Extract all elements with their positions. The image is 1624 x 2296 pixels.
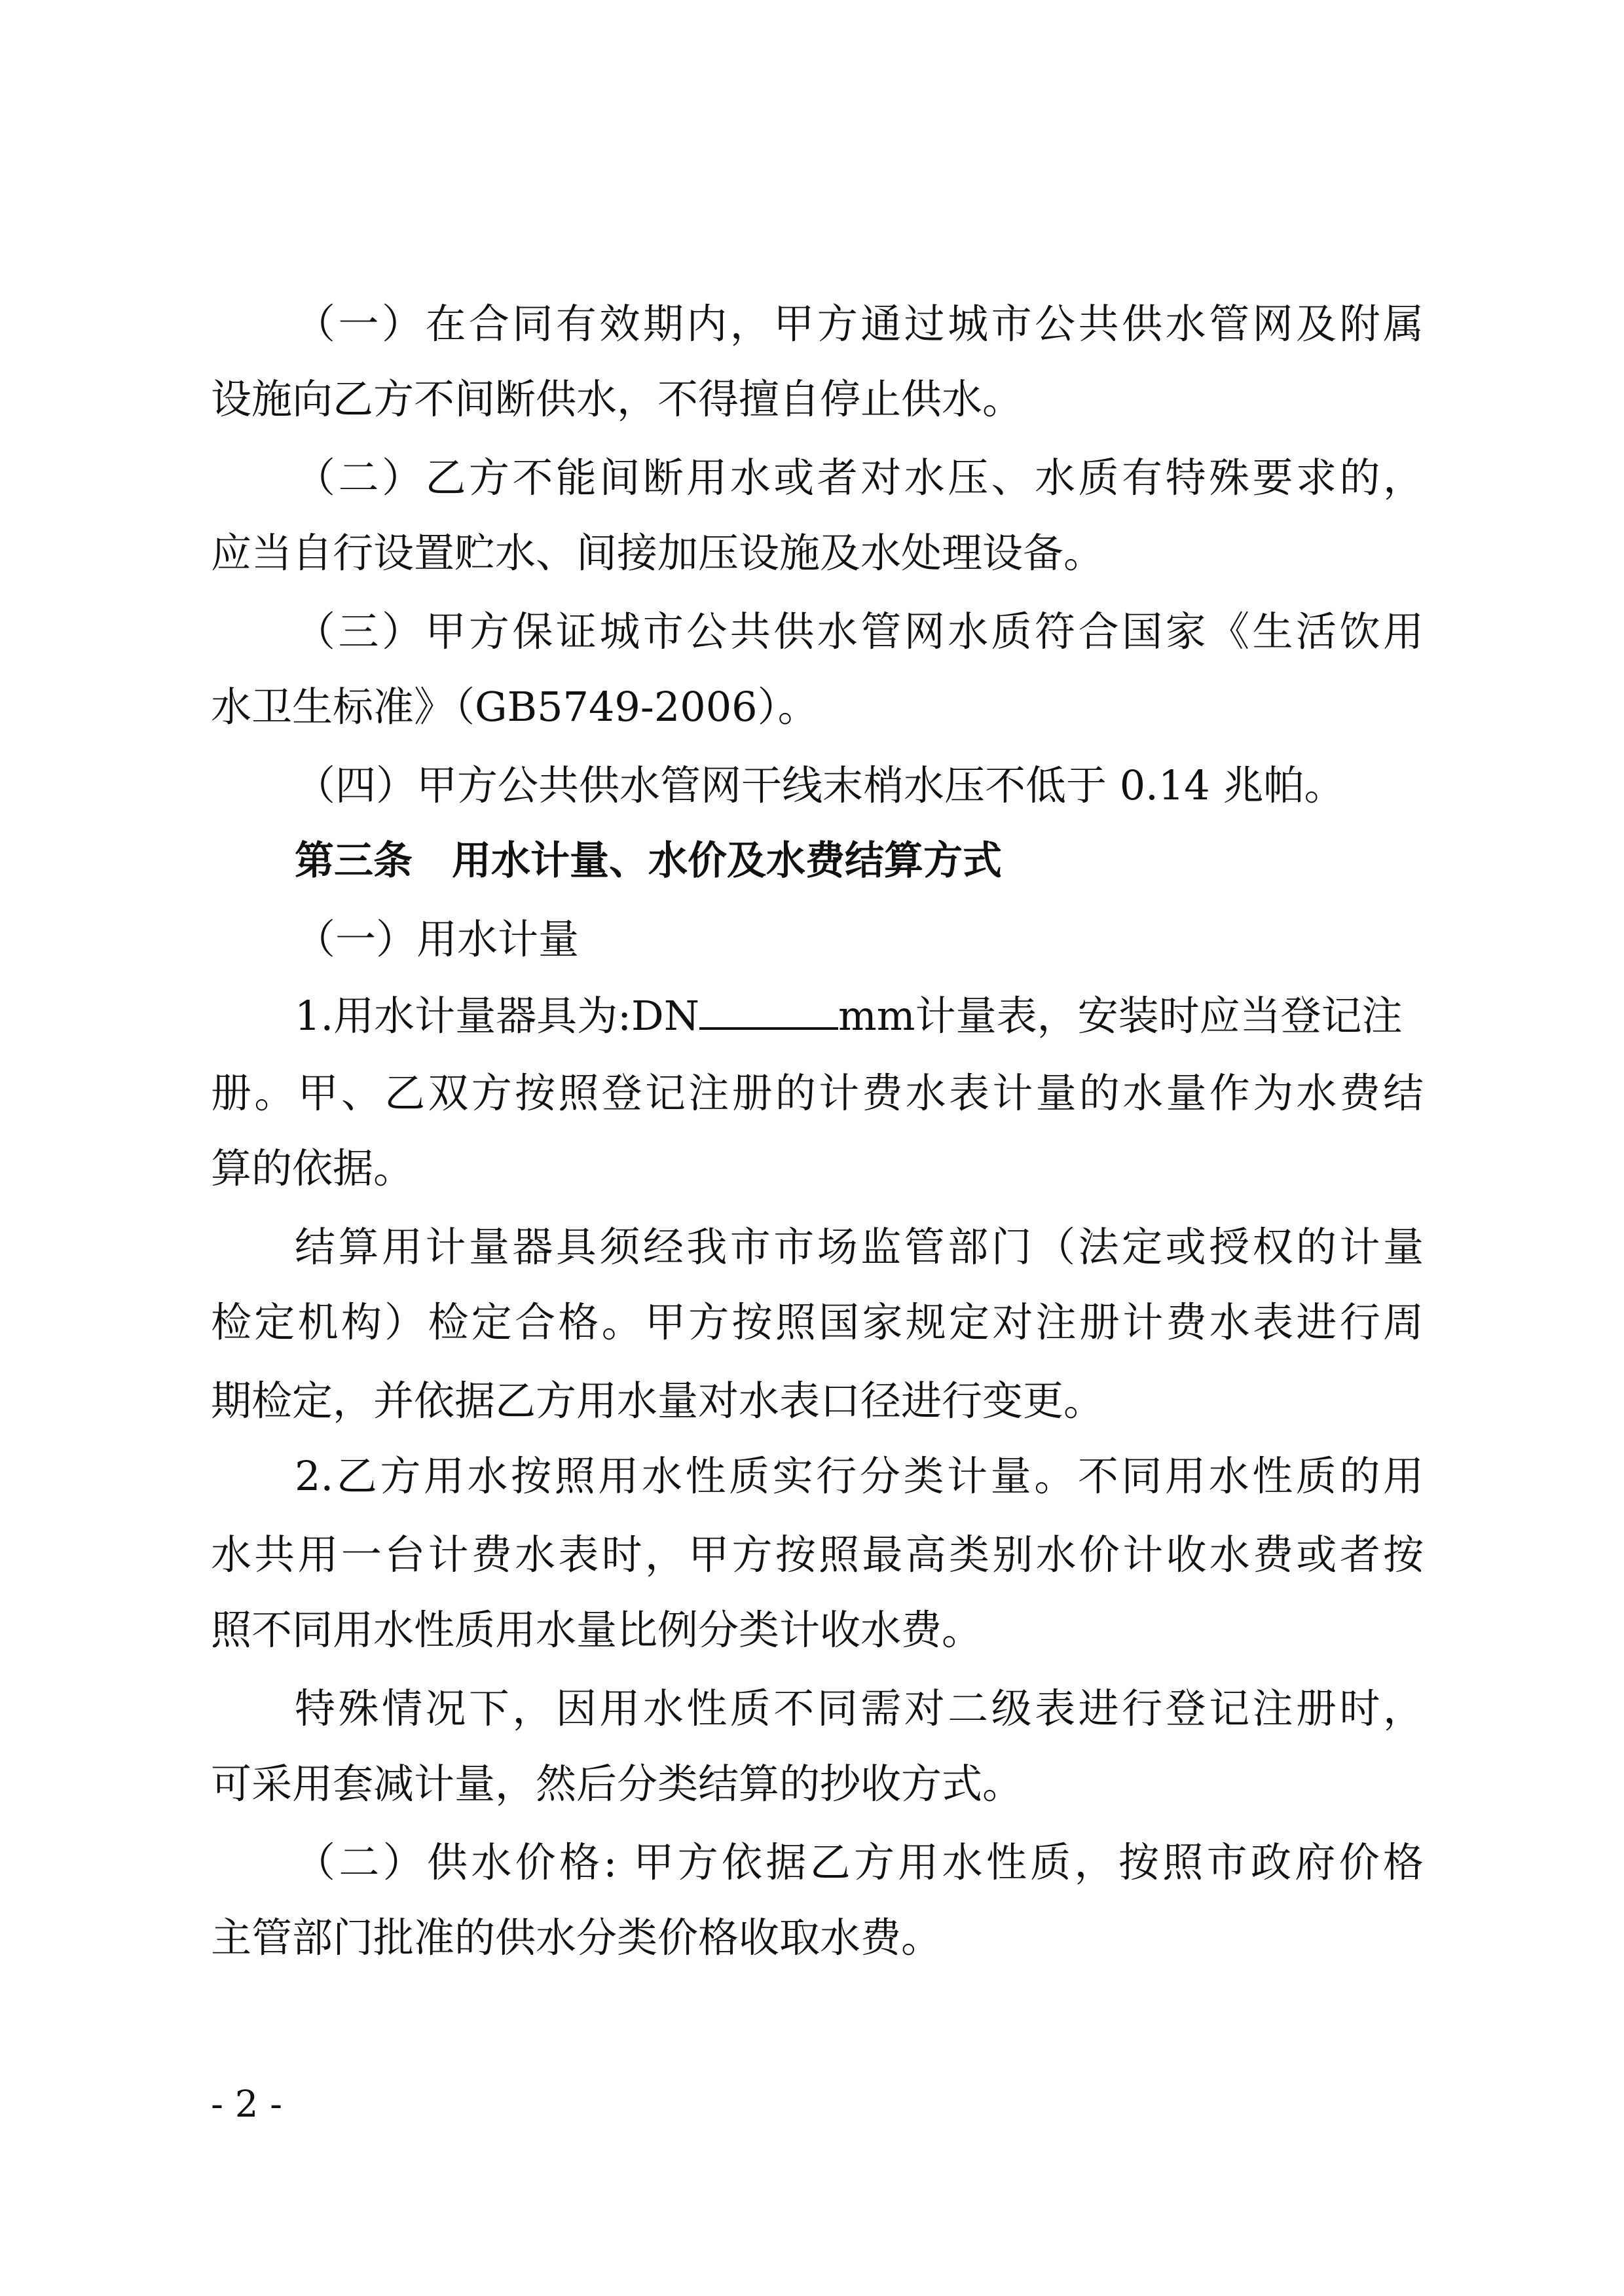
paragraph-line: （一）在合同有效期内，甲方通过城市公共供水管网及附属 — [295, 300, 1424, 348]
paragraph-line: 检定机构）检定合格。甲方按照国家规定对注册计费水表进行周 — [211, 1298, 1424, 1346]
paragraph-line: 特殊情况下，因用水性质不同需对二级表进行登记注册时， — [295, 1685, 1424, 1732]
paragraph-line: （二）乙方不能间断用水或者对水压、水质有特殊要求的， — [295, 454, 1424, 501]
paragraph-line: 照不同用水性质用水量比例分类计收水费。 — [211, 1606, 983, 1654]
paragraph-line: 2.乙方用水按照用水性质实行分类计量。不同用水性质的用 — [295, 1452, 1424, 1500]
meter-size-blank — [699, 993, 838, 1030]
paragraph-line: （二）供水价格: 甲方依据乙方用水性质，按照市政府价格 — [295, 1838, 1424, 1886]
paragraph-line: 算的依据。 — [211, 1144, 415, 1192]
meter-label-prefix: 1.用水计量器具为:DN — [295, 992, 700, 1040]
meter-label-suffix: mm计量表，安装时应当登记注 — [838, 992, 1403, 1040]
page-number: - 2 - — [211, 2083, 283, 2126]
paragraph-line: 主管部门批准的供水分类价格收取水费。 — [211, 1914, 942, 1961]
paragraph-line: 结算用计量器具须经我市市场监管部门（法定或授权的计量 — [295, 1223, 1424, 1271]
paragraph-line: 应当自行设置贮水、间接加压设施及水处理设备。 — [211, 529, 1105, 577]
paragraph-line: 设施向乙方不间断供水，不得擅自停止供水。 — [211, 375, 1024, 423]
paragraph-line: 可采用套减计量，然后分类结算的抄收方式。 — [211, 1760, 1024, 1808]
paragraph-line: （四）甲方公共供水管网干线末梢水压不低于 0.14 兆帕。 — [295, 761, 1345, 809]
paragraph-line: 册。甲、乙双方按照登记注册的计费水表计量的水量作为水费结 — [211, 1069, 1424, 1117]
paragraph-line: 水卫生标准》（GB5749-2006）。 — [211, 683, 819, 731]
paragraph-line: 期检定，并依据乙方用水量对水表口径进行变更。 — [211, 1377, 1105, 1425]
paragraph-line-with-blank — [295, 990, 1424, 1042]
subsection-heading: （一）用水计量 — [295, 915, 580, 963]
paragraph-line: （三）甲方保证城市公共供水管网水质符合国家《生活饮用 — [295, 608, 1424, 655]
section-heading: 第三条 用水计量、水价及水费结算方式 — [295, 838, 1002, 884]
paragraph-line: 水共用一台计费水表时，甲方按照最高类别水价计收水费或者按 — [211, 1531, 1424, 1578]
